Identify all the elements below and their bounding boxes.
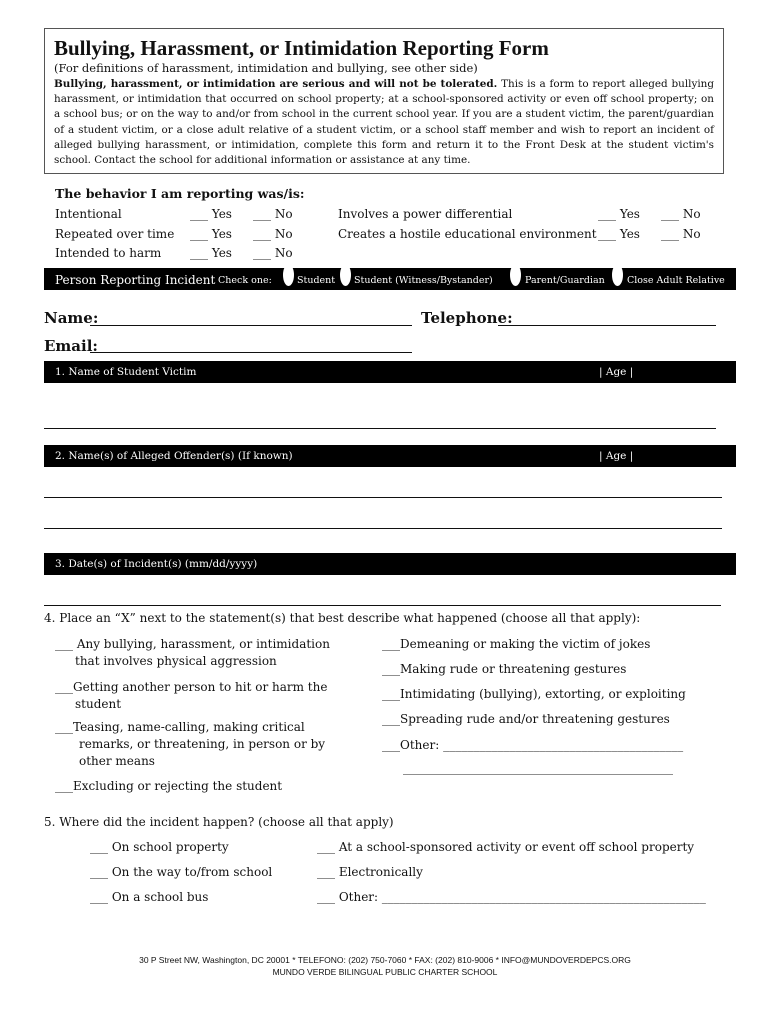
yes-checkbox[interactable]: ___ Yes [190, 207, 232, 221]
telephone-input[interactable] [498, 325, 716, 326]
q5-school-property[interactable]: ___ On school property [90, 840, 229, 854]
intro-lead: Bullying, harassment, or intimidation are serious and will not be tolerated. [54, 78, 498, 90]
yes-checkbox[interactable]: ___ Yes [190, 246, 232, 260]
q4-demeaning[interactable]: ___Demeaning or making the victim of jokes [382, 637, 651, 651]
email-input[interactable] [90, 352, 412, 353]
option-student: Student [297, 275, 336, 286]
q5-other[interactable]: ___ Other: ______________________________________________________ [317, 890, 706, 904]
check-one-label: Check one: [218, 275, 272, 286]
yes-checkbox[interactable]: ___ Yes [598, 207, 640, 221]
q4-teasing[interactable] [55, 719, 325, 770]
behavior-heading: The behavior I am reporting was/is: [55, 186, 305, 201]
q4-other[interactable]: ___Other: ________________________________________ [382, 738, 684, 752]
telephone-label: Telephone: [421, 309, 513, 327]
dates-bar [44, 553, 736, 575]
q4-other-line[interactable]: _____________________________________________ [403, 761, 673, 775]
q4-another-line: student [75, 697, 122, 711]
form-title: Bullying, Harassment, or Intimidation Reporting Form [54, 36, 549, 60]
yes-checkbox[interactable]: ___ Yes [598, 227, 640, 241]
radio-witness[interactable] [340, 264, 351, 286]
radio-student[interactable] [283, 264, 294, 286]
footer-address: 30 P Street NW, Washington, DC 20001 * TELEFONO: (202) 750-7060 * FAX: (202) 810-9006 * INFO@MUNDOVERDEPCS.ORG [139, 955, 631, 965]
victim-bar [44, 361, 736, 383]
q4-spreading[interactable]: ___Spreading rude and/or threatening gestures [382, 712, 670, 726]
q4-excluding[interactable]: ___Excluding or rejecting the student [55, 779, 283, 793]
q5-way-to-school[interactable]: ___ On the way to/from school [90, 865, 273, 879]
offender-input[interactable] [44, 528, 722, 529]
reporter-bar [44, 268, 736, 290]
q4-teasing-line: ___Teasing, name-calling, making critical [55, 720, 305, 734]
form-intro [54, 77, 714, 168]
yes-checkbox[interactable]: ___ Yes [190, 227, 232, 241]
no-checkbox[interactable]: ___ No [661, 227, 701, 241]
behavior-power: Involves a power differential [338, 207, 513, 221]
q5-question: 5. Where did the incident happen? (choose all that apply) [44, 815, 394, 829]
radio-parent[interactable] [510, 264, 521, 286]
offender-input[interactable] [44, 497, 722, 498]
email-label: Email: [44, 337, 98, 355]
footer-school: MUNDO VERDE BILINGUAL PUBLIC CHARTER SCHOOL [272, 967, 498, 977]
name-label: Name: [44, 309, 99, 327]
dates-label: 3. Date(s) of Incident(s) (mm/dd/yyyy) [55, 558, 258, 570]
no-checkbox[interactable]: ___ No [661, 207, 701, 221]
no-checkbox[interactable]: ___ No [253, 246, 293, 260]
no-checkbox[interactable]: ___ No [253, 207, 293, 221]
name-input[interactable] [90, 325, 412, 326]
dates-input[interactable] [44, 605, 721, 606]
q4-physical-line: ___ Any bullying, harassment, or intimidation [55, 637, 330, 651]
behavior-hostile: Creates a hostile educational environment [338, 227, 597, 241]
behavior-intended-harm: Intended to harm [55, 246, 162, 260]
q4-intimidating[interactable]: ___Intimidating (bullying), extorting, or exploiting [382, 687, 686, 701]
radio-relative[interactable] [612, 264, 623, 286]
victim-input[interactable] [44, 428, 716, 429]
option-parent: Parent/Guardian [525, 275, 605, 286]
q4-another-line: ___Getting another person to hit or harm the [55, 680, 328, 694]
age-label: | Age | [599, 450, 634, 462]
form-header [44, 28, 724, 174]
q4-gestures[interactable]: ___Making rude or threatening gestures [382, 662, 627, 676]
q4-another-person[interactable] [55, 679, 327, 713]
q5-electronically[interactable]: ___ Electronically [317, 865, 423, 879]
victim-label: 1. Name of Student Victim [55, 366, 197, 378]
q4-physical-line: that involves physical aggression [75, 654, 277, 668]
behavior-intentional: Intentional [55, 207, 122, 221]
q4-teasing-line: remarks, or threatening, in person or by [79, 737, 326, 751]
offender-bar [44, 445, 736, 467]
option-witness: Student (Witness/Bystander) [354, 275, 493, 286]
option-relative: Close Adult Relative [627, 275, 725, 286]
offender-label: 2. Name(s) of Alleged Offender(s) (If known) [55, 450, 293, 462]
reporter-label: Person Reporting Incident [55, 273, 216, 287]
q5-school-bus[interactable]: ___ On a school bus [90, 890, 209, 904]
no-checkbox[interactable]: ___ No [253, 227, 293, 241]
q4-teasing-line: other means [79, 754, 155, 768]
age-label: | Age | [599, 366, 634, 378]
q4-physical[interactable] [55, 636, 330, 670]
q4-question: 4. Place an “X” next to the statement(s) that best describe what happened (choose all that apply): [44, 611, 641, 625]
q5-sponsored-activity[interactable]: ___ At a school-sponsored activity or event off school property [317, 840, 695, 854]
behavior-repeated: Repeated over time [55, 227, 175, 241]
form-subtitle: (For definitions of harassment, intimidation and bullying, see other side) [54, 61, 478, 75]
intro-body: This is a form to report alleged bullying harassment, or intimidation that occurred on school property; at a school-sponsored activity or even off school property; on a school bus; or on the way to and/or from school in the current school year. If you are a student victim, the parent/guardian of a student victim, or a close adult relative of a student victim, or a school staff member and wish to report an incident of alleged bullying harassment, or intimidation, complete this form and return it to the Front Desk at the student victim's school. Contact the school for additional information or assistance at any time. [54, 78, 714, 167]
